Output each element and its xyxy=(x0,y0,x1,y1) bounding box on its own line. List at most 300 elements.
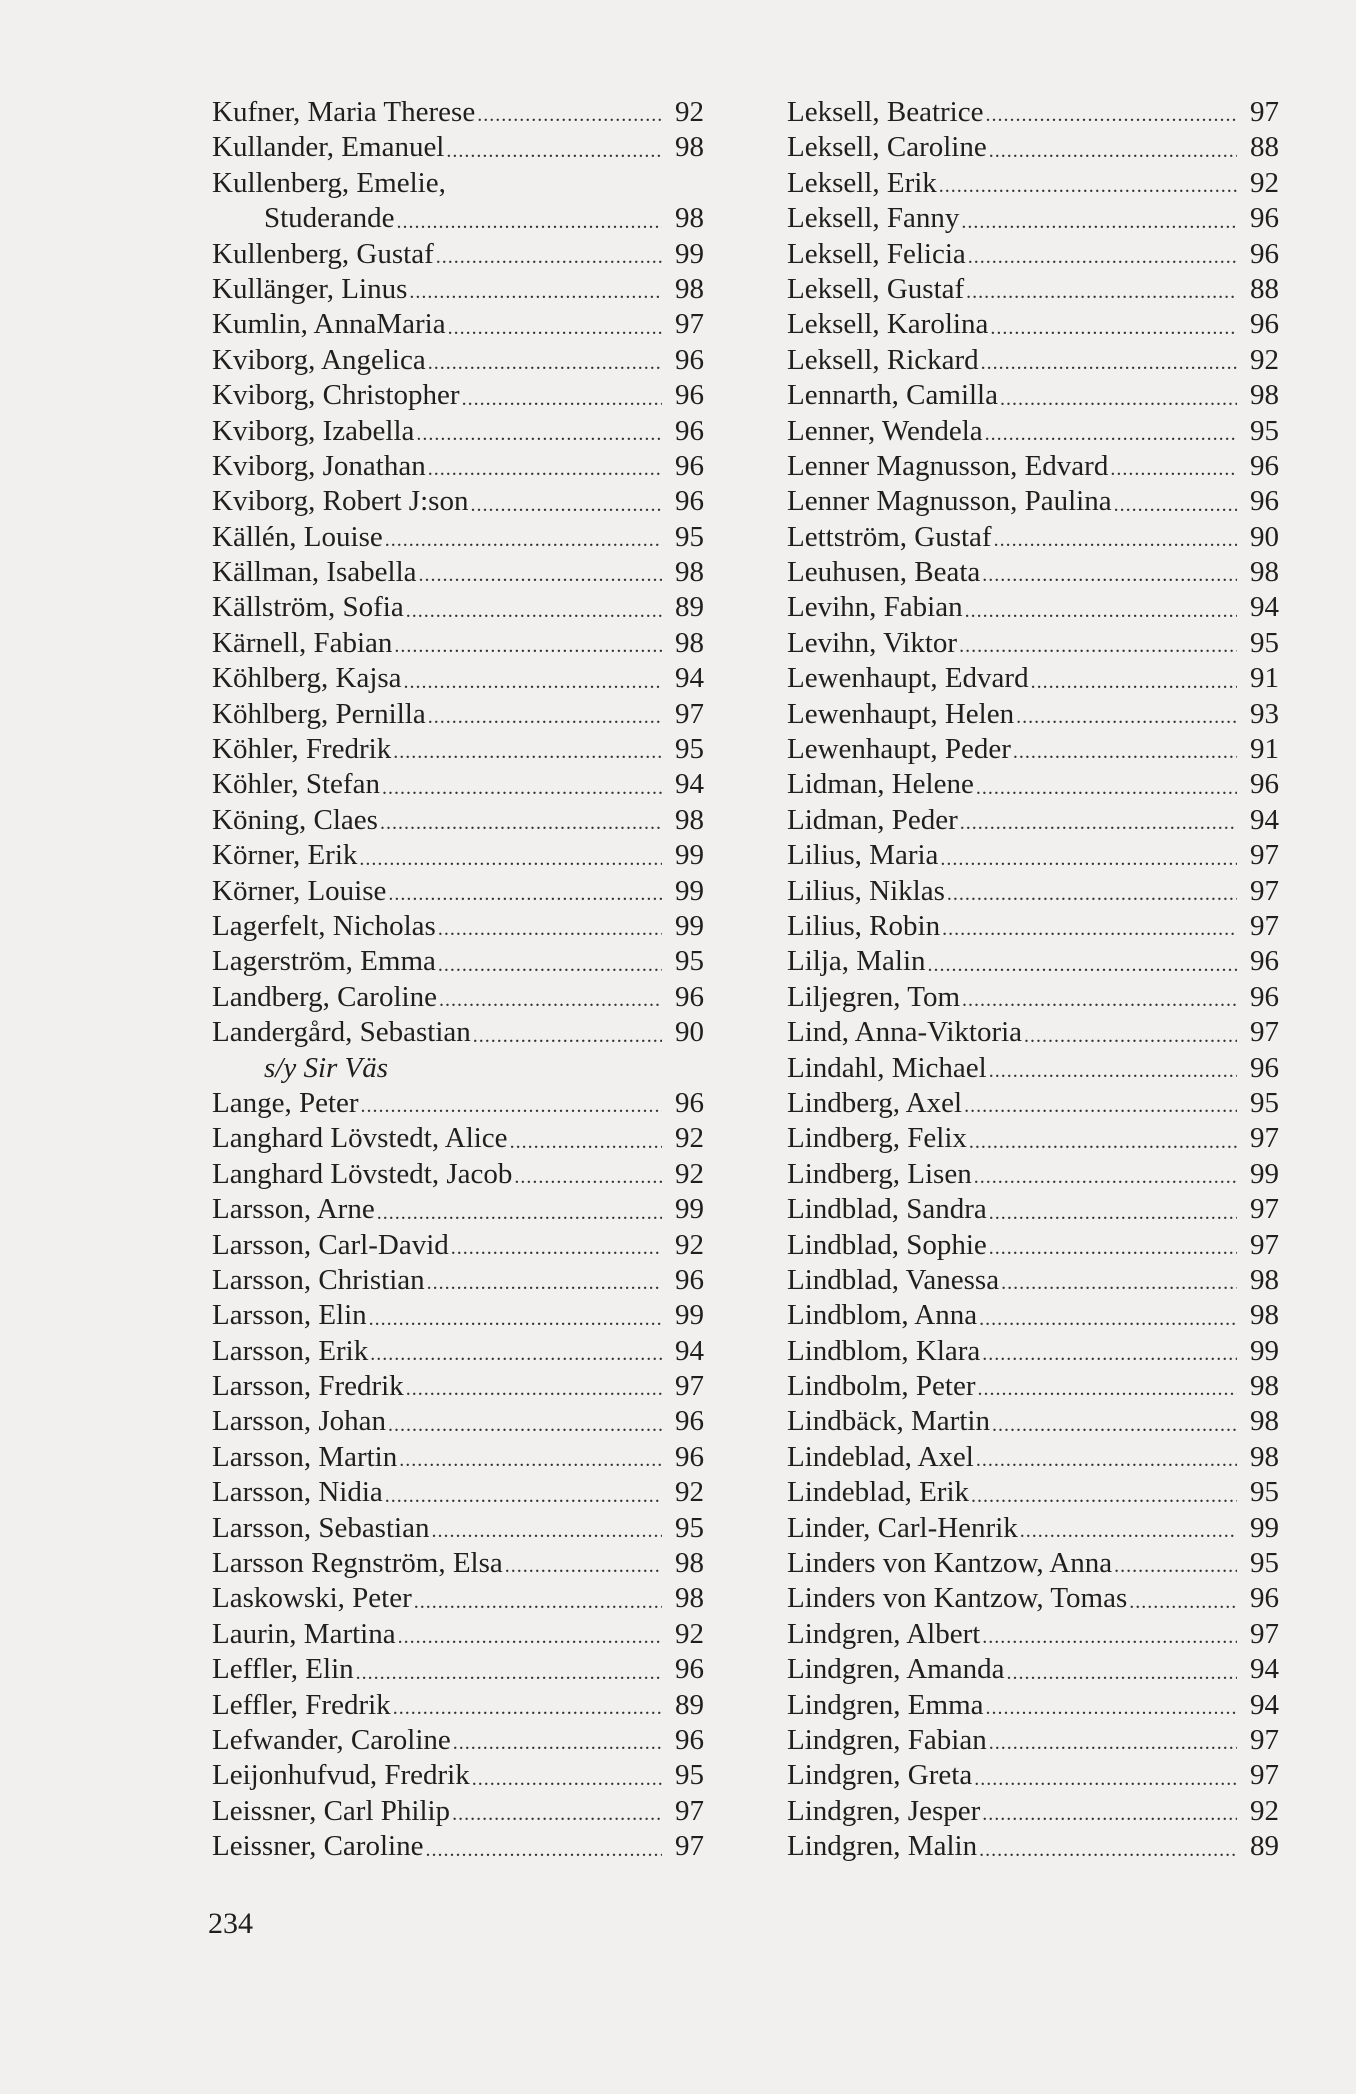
dot-leader xyxy=(431,1516,662,1546)
index-entry xyxy=(212,1617,704,1652)
entry-page-number: 92 xyxy=(675,1122,704,1155)
entry-name: Köhlberg, Pernilla xyxy=(212,697,426,730)
dot-leader xyxy=(505,1551,662,1581)
entry-page-number: 95 xyxy=(675,1511,704,1544)
index-entry xyxy=(787,1688,1279,1723)
dot-leader xyxy=(1114,490,1237,520)
entry-page-number: 96 xyxy=(1250,449,1279,482)
dot-leader xyxy=(940,844,1237,874)
dot-leader xyxy=(477,100,662,130)
entry-page-number: 96 xyxy=(675,1086,704,1119)
dot-leader xyxy=(959,631,1237,661)
index-entry xyxy=(787,1051,1279,1086)
index-entry xyxy=(787,520,1279,555)
entry-name: Lindberg, Felix xyxy=(787,1122,967,1155)
dot-leader xyxy=(961,207,1237,237)
index-entry xyxy=(787,1829,1279,1864)
entry-name: Kviborg, Christopher xyxy=(212,379,460,412)
index-entry xyxy=(212,1758,704,1793)
entry-page-number: 90 xyxy=(675,1016,704,1049)
index-entry xyxy=(787,237,1279,272)
entry-name: Studerande xyxy=(264,202,395,235)
entry-name: Lenner Magnusson, Paulina xyxy=(787,485,1112,518)
entry-name: Larsson Regnström, Elsa xyxy=(212,1547,503,1580)
entry-page-number: 94 xyxy=(675,768,704,801)
dot-leader xyxy=(989,1233,1237,1263)
entry-page-number: 92 xyxy=(1250,1794,1279,1827)
entry-name: Lindgren, Emma xyxy=(787,1688,984,1721)
index-entry xyxy=(787,980,1279,1015)
dot-leader xyxy=(974,1162,1237,1192)
page-number: 234 xyxy=(208,1907,253,1940)
entry-name: Lewenhaupt, Edvard xyxy=(787,662,1029,695)
dot-leader xyxy=(451,1233,662,1263)
dot-leader xyxy=(1013,737,1237,767)
entry-name: Larsson, Christian xyxy=(212,1263,425,1296)
entry-name: Lindeblad, Erik xyxy=(787,1476,970,1509)
entry-page-number: 96 xyxy=(1250,1051,1279,1084)
dot-leader xyxy=(1020,1516,1237,1546)
entry-page-number: 99 xyxy=(675,874,704,907)
index-entry xyxy=(787,378,1279,413)
dot-leader xyxy=(377,1198,662,1228)
entry-page-number: 95 xyxy=(675,945,704,978)
entry-page-number: 96 xyxy=(675,1263,704,1296)
entry-page-number: 96 xyxy=(1250,308,1279,341)
index-entry xyxy=(212,1015,704,1050)
dot-leader xyxy=(406,596,662,626)
entry-name: Larsson, Erik xyxy=(212,1334,369,1367)
dot-leader xyxy=(438,914,662,944)
entry-page-number: 88 xyxy=(1250,131,1279,164)
index-entry xyxy=(212,378,704,413)
dot-leader xyxy=(981,348,1237,378)
index-entry xyxy=(212,1652,704,1687)
entry-page-number: 96 xyxy=(675,1653,704,1686)
entry-name: Lindgren, Fabian xyxy=(787,1723,987,1756)
entry-page-number: 92 xyxy=(1250,343,1279,376)
dot-leader xyxy=(1000,384,1237,414)
index-entry xyxy=(212,767,704,802)
index-entry xyxy=(212,697,704,732)
entry-page-number: 94 xyxy=(675,662,704,695)
dot-leader xyxy=(428,348,662,378)
dot-leader xyxy=(965,596,1237,626)
index-entry xyxy=(787,838,1279,873)
dot-leader xyxy=(393,737,662,767)
dot-leader xyxy=(947,879,1237,909)
index-entry xyxy=(212,307,704,342)
entry-page-number: 96 xyxy=(1250,980,1279,1013)
index-column-right xyxy=(787,95,1279,1865)
entry-name: Leissner, Carl Philip xyxy=(212,1794,451,1827)
dot-leader xyxy=(448,313,662,343)
entry-name: Kumlin, AnnaMaria xyxy=(212,308,446,341)
index-entry xyxy=(787,1086,1279,1121)
entry-name: Lindahl, Michael xyxy=(787,1051,987,1084)
index-entry xyxy=(212,1723,704,1758)
entry-page-number: 96 xyxy=(675,1723,704,1756)
entry-name: Lindblad, Sophie xyxy=(787,1228,987,1261)
entry-page-number: 99 xyxy=(675,839,704,872)
entry-page-number: 95 xyxy=(675,1759,704,1792)
dot-leader xyxy=(982,1339,1237,1369)
entry-page-number: 97 xyxy=(1250,839,1279,872)
dot-leader xyxy=(1024,1021,1237,1051)
entry-name: Leksell, Karolina xyxy=(787,308,989,341)
dot-leader xyxy=(427,1268,662,1298)
entry-name: Lindblom, Klara xyxy=(787,1334,981,1367)
dot-leader xyxy=(928,950,1237,980)
dot-leader xyxy=(1016,702,1237,732)
entry-name: Leksell, Beatrice xyxy=(787,96,984,128)
entry-name: Kviborg, Jonathan xyxy=(212,449,426,482)
entry-name: Lennarth, Camilla xyxy=(787,379,998,412)
entry-page-number: 98 xyxy=(1250,1440,1279,1473)
entry-name: Lindbolm, Peter xyxy=(787,1370,976,1403)
dot-leader xyxy=(985,100,1237,130)
entry-name: Lilius, Maria xyxy=(787,839,939,872)
entry-page-number: 96 xyxy=(675,343,704,376)
entry-page-number: 98 xyxy=(1250,379,1279,412)
dot-leader xyxy=(416,419,662,449)
entry-name: Körner, Louise xyxy=(212,874,387,907)
index-entry xyxy=(212,1121,704,1156)
index-entry xyxy=(212,1157,704,1192)
entry-page-number: 97 xyxy=(1250,96,1279,128)
entry-page-number: 97 xyxy=(1250,909,1279,942)
index-entry xyxy=(212,272,704,307)
index-entry xyxy=(212,803,704,838)
dot-leader xyxy=(990,313,1237,343)
index-column-left xyxy=(212,95,704,1865)
dot-leader xyxy=(977,1374,1237,1404)
entry-name: Larsson, Fredrik xyxy=(212,1370,404,1403)
index-entry xyxy=(787,732,1279,767)
index-entry xyxy=(212,1688,704,1723)
index-entry xyxy=(787,1015,1279,1050)
entry-page-number: 97 xyxy=(1250,1759,1279,1792)
index-entry xyxy=(787,1723,1279,1758)
entry-name: Leksell, Erik xyxy=(787,166,937,199)
dot-leader xyxy=(962,985,1237,1015)
entry-name: Källén, Louise xyxy=(212,520,383,553)
entry-name: Lewenhaupt, Peder xyxy=(787,733,1011,766)
dot-leader xyxy=(388,879,662,909)
index-entry xyxy=(212,1228,704,1263)
entry-name: Lindgren, Greta xyxy=(787,1759,973,1792)
entry-name: Larsson, Sebastian xyxy=(212,1511,430,1544)
entry-page-number: 95 xyxy=(1250,1086,1279,1119)
index-entry xyxy=(212,484,704,519)
dot-leader xyxy=(939,171,1237,201)
dot-leader xyxy=(1001,1268,1237,1298)
entry-page-number: 97 xyxy=(1250,1122,1279,1155)
index-entry xyxy=(787,1334,1279,1369)
entry-name: Lange, Peter xyxy=(212,1086,359,1119)
dot-leader xyxy=(414,1587,662,1617)
dot-leader xyxy=(966,277,1237,307)
entry-name: Larsson, Carl-David xyxy=(212,1228,449,1261)
entry-page-number: 96 xyxy=(675,414,704,447)
entry-name: Larsson, Martin xyxy=(212,1440,398,1473)
dot-leader xyxy=(428,454,662,484)
dot-leader xyxy=(406,1374,662,1404)
dot-leader xyxy=(409,277,662,307)
index-entry xyxy=(787,130,1279,165)
dot-leader xyxy=(1110,454,1237,484)
entry-page-number: 92 xyxy=(675,1476,704,1509)
entry-name: Langhard Lövstedt, Alice xyxy=(212,1122,508,1155)
entry-name: Köhlberg, Kajsa xyxy=(212,662,402,695)
entry-page-number: 89 xyxy=(675,1688,704,1721)
entry-name: Levihn, Fabian xyxy=(787,591,963,624)
entry-name: Larsson, Nidia xyxy=(212,1476,383,1509)
entry-page-number: 99 xyxy=(675,1299,704,1332)
index-entry xyxy=(787,1546,1279,1581)
entry-name: Lindblad, Vanessa xyxy=(787,1263,1000,1296)
dot-leader xyxy=(380,808,662,838)
entry-name: Lindgren, Malin xyxy=(787,1830,978,1863)
index-entry xyxy=(787,555,1279,590)
index-entry xyxy=(212,1794,704,1829)
entry-name: Leuhusen, Beata xyxy=(787,556,981,589)
index-entry xyxy=(212,130,704,165)
entry-page-number: 98 xyxy=(1250,1370,1279,1403)
entry-page-number: 94 xyxy=(1250,1688,1279,1721)
index-entry xyxy=(787,1298,1279,1333)
dot-leader xyxy=(989,1056,1237,1086)
entry-name: Lindberg, Lisen xyxy=(787,1157,972,1190)
entry-name: Lindeblad, Axel xyxy=(787,1440,974,1473)
dot-leader xyxy=(969,1127,1237,1157)
index-entry xyxy=(212,95,704,130)
entry-name: Laskowski, Peter xyxy=(212,1582,412,1615)
entry-page-number: 98 xyxy=(675,131,704,164)
index-entry xyxy=(787,909,1279,944)
entry-page-number: 98 xyxy=(675,1582,704,1615)
dot-leader xyxy=(979,1835,1237,1865)
dot-leader xyxy=(385,525,662,555)
entry-page-number: 96 xyxy=(675,485,704,518)
entry-page-number: 92 xyxy=(675,1617,704,1650)
entry-name: Lindblad, Sandra xyxy=(787,1193,987,1226)
entry-page-number: 99 xyxy=(1250,1511,1279,1544)
dot-leader xyxy=(960,808,1237,838)
dot-leader xyxy=(396,207,662,237)
index-entry xyxy=(787,1192,1279,1227)
index-entry xyxy=(212,626,704,661)
index-entry xyxy=(212,1263,704,1298)
entry-page-number: 94 xyxy=(1250,803,1279,836)
index-entry xyxy=(787,307,1279,342)
index-entry xyxy=(787,944,1279,979)
dot-leader xyxy=(470,490,662,520)
entry-page-number: 96 xyxy=(675,1440,704,1473)
entry-name: Langhard Lövstedt, Jacob xyxy=(212,1157,513,1190)
dot-leader xyxy=(964,1091,1237,1121)
entry-page-number: 95 xyxy=(1250,1547,1279,1580)
entry-page-number: 97 xyxy=(675,1794,704,1827)
index-entry xyxy=(787,484,1279,519)
entry-page-number: 99 xyxy=(1250,1334,1279,1367)
entry-name: Levihn, Viktor xyxy=(787,626,958,659)
entry-name: Leijonhufvud, Fredrik xyxy=(212,1759,470,1792)
entry-name: Lidman, Helene xyxy=(787,768,974,801)
dot-leader xyxy=(370,1339,662,1369)
entry-name: Lind, Anna-Viktoria xyxy=(787,1016,1023,1049)
entry-page-number: 94 xyxy=(1250,1653,1279,1686)
entry-page-number: 99 xyxy=(675,909,704,942)
entry-page-number: 98 xyxy=(1250,556,1279,589)
entry-page-number: 98 xyxy=(675,803,704,836)
index-entry xyxy=(212,166,704,201)
dot-leader xyxy=(994,525,1237,555)
entry-page-number: 95 xyxy=(1250,1476,1279,1509)
index-entry xyxy=(212,1192,704,1227)
entry-page-number: 96 xyxy=(1250,202,1279,235)
index-entry xyxy=(787,1794,1279,1829)
dot-leader xyxy=(982,560,1237,590)
entry-page-number: 98 xyxy=(675,1547,704,1580)
entry-page-number: 95 xyxy=(1250,626,1279,659)
dot-leader xyxy=(462,384,662,414)
dot-leader xyxy=(419,560,662,590)
dot-leader xyxy=(986,1693,1237,1723)
entry-page-number: 92 xyxy=(675,1157,704,1190)
index-entry xyxy=(212,874,704,909)
entry-page-number: 98 xyxy=(1250,1299,1279,1332)
entry-name: s/y Sir Väs xyxy=(264,1051,389,1084)
dot-leader xyxy=(404,667,662,697)
index-entry xyxy=(787,1263,1279,1298)
index-entry xyxy=(787,1440,1279,1475)
entry-page-number: 95 xyxy=(675,520,704,553)
entry-name: Leksell, Fanny xyxy=(787,202,960,235)
entry-name: Leissner, Caroline xyxy=(212,1830,424,1863)
index-entry xyxy=(212,343,704,378)
entry-name: Kviborg, Angelica xyxy=(212,343,426,376)
entry-name: Källman, Isabella xyxy=(212,556,417,589)
index-entry xyxy=(787,803,1279,838)
index-entry xyxy=(212,201,704,236)
index-entry xyxy=(212,1086,704,1121)
index-entry xyxy=(212,237,704,272)
entry-page-number: 99 xyxy=(1250,1157,1279,1190)
dot-leader xyxy=(452,1799,662,1829)
dot-leader xyxy=(989,136,1237,166)
entry-page-number: 99 xyxy=(675,1193,704,1226)
entry-page-number: 97 xyxy=(1250,1016,1279,1049)
dot-leader xyxy=(398,1622,662,1652)
dot-leader xyxy=(382,773,662,803)
entry-name: Lindgren, Amanda xyxy=(787,1653,1005,1686)
index-entry xyxy=(787,343,1279,378)
entry-name: Köhler, Fredrik xyxy=(212,733,392,766)
index-entry xyxy=(212,909,704,944)
entry-name: Leksell, Felicia xyxy=(787,237,966,270)
dot-leader xyxy=(359,844,662,874)
entry-name: Linders von Kantzow, Tomas xyxy=(787,1582,1128,1615)
dot-leader xyxy=(985,419,1237,449)
index-entry xyxy=(212,555,704,590)
dot-leader xyxy=(369,1304,662,1334)
entry-page-number: 96 xyxy=(1250,945,1279,978)
entry-page-number: 97 xyxy=(1250,1193,1279,1226)
dot-leader xyxy=(361,1091,662,1121)
entry-name: Larsson, Arne xyxy=(212,1193,375,1226)
index-entry xyxy=(212,520,704,555)
index-entry xyxy=(212,838,704,873)
dot-leader xyxy=(385,1481,662,1511)
index-entry xyxy=(787,874,1279,909)
entry-page-number: 93 xyxy=(1250,697,1279,730)
entry-page-number: 98 xyxy=(1250,1405,1279,1438)
entry-page-number: 89 xyxy=(1250,1830,1279,1863)
entry-page-number: 92 xyxy=(675,1228,704,1261)
dot-leader xyxy=(989,1728,1237,1758)
dot-leader xyxy=(1031,667,1237,697)
entry-name: Leffler, Elin xyxy=(212,1653,354,1686)
index-entry xyxy=(787,1758,1279,1793)
entry-name: Lenner Magnusson, Edvard xyxy=(787,449,1109,482)
dot-leader xyxy=(510,1127,662,1157)
dot-leader xyxy=(982,1622,1237,1652)
entry-name: Lenner, Wendela xyxy=(787,414,983,447)
entry-name: Lagerström, Emma xyxy=(212,945,436,978)
entry-page-number: 95 xyxy=(675,733,704,766)
entry-page-number: 91 xyxy=(1250,733,1279,766)
dot-leader xyxy=(514,1162,662,1192)
entry-page-number: 97 xyxy=(1250,1228,1279,1261)
index-entry xyxy=(787,1652,1279,1687)
entry-name: Kullander, Emanuel xyxy=(212,131,445,164)
index-entry xyxy=(787,1475,1279,1510)
entry-name: Köning, Claes xyxy=(212,803,378,836)
entry-page-number: 98 xyxy=(675,272,704,305)
entry-name: Larsson, Johan xyxy=(212,1405,386,1438)
entry-page-number: 95 xyxy=(1250,414,1279,447)
entry-name: Kärnell, Fabian xyxy=(212,626,393,659)
entry-name: Lettström, Gustaf xyxy=(787,520,992,553)
index-entry xyxy=(212,1298,704,1333)
dot-leader xyxy=(989,1198,1237,1228)
dot-leader xyxy=(976,773,1237,803)
dot-leader xyxy=(942,914,1237,944)
index-entry xyxy=(212,944,704,979)
entry-name: Leksell, Gustaf xyxy=(787,272,965,305)
index-entry xyxy=(787,661,1279,696)
entry-page-number: 97 xyxy=(675,1830,704,1863)
index-entry xyxy=(787,1121,1279,1156)
index-entry xyxy=(212,1369,704,1404)
entry-name: Kufner, Maria Therese xyxy=(212,96,476,128)
entry-name: Körner, Erik xyxy=(212,839,358,872)
index-entry xyxy=(787,1404,1279,1439)
entry-page-number: 96 xyxy=(675,980,704,1013)
entry-page-number: 90 xyxy=(1250,520,1279,553)
entry-name: Lidman, Peder xyxy=(787,803,958,836)
entry-page-number: 98 xyxy=(675,556,704,589)
entry-name: Leksell, Caroline xyxy=(787,131,987,164)
entry-page-number: 92 xyxy=(675,96,704,128)
entry-page-number: 96 xyxy=(1250,485,1279,518)
index-entry xyxy=(787,1617,1279,1652)
entry-name: Leksell, Rickard xyxy=(787,343,979,376)
entry-name: Lagerfelt, Nicholas xyxy=(212,909,436,942)
index-entry xyxy=(787,626,1279,661)
entry-name: Lindberg, Axel xyxy=(787,1086,963,1119)
